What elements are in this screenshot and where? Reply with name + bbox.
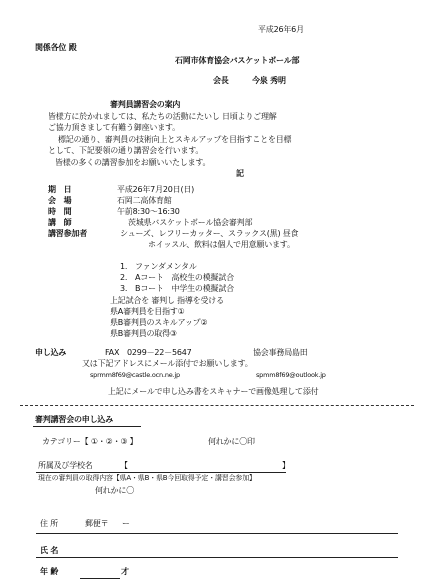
- form-license[interactable]: 現在の審判員の取得内容【県A・県B・県B今回取得予定・講習会参加】: [38, 474, 256, 482]
- program-item: 3. Bコート 中学生の模擬試合: [120, 284, 234, 293]
- organization-name: 石岡市体育協会バスケットボール部: [175, 56, 300, 65]
- document-date: 平成26年6月: [258, 25, 304, 34]
- intro-line: ご協力頂きまして有難う御座います。: [48, 123, 180, 132]
- detail-label-lecturer: 講 師: [48, 218, 72, 227]
- program-item: 1. ファンダメンタル: [120, 262, 197, 271]
- apply-fax: FAX 0299－22－5647: [105, 348, 192, 357]
- form-affiliation-line[interactable]: [36, 472, 286, 473]
- detail-label-participants: 講習参加者: [48, 229, 87, 238]
- detail-label-venue: 会 場: [48, 196, 72, 205]
- program-note: 県A審判員を目指す①: [110, 307, 185, 316]
- intro-line: 標記の通り、審判員の技術向上とスキルアップを目指すことを目標: [58, 135, 292, 144]
- intro-line: として、下記要領の通り講習会を行います。: [48, 146, 204, 155]
- form-postal-label: 郵便〒: [85, 519, 109, 528]
- form-age-line[interactable]: [80, 578, 120, 579]
- program-item: 2. Aコート 高校生の模擬試合: [120, 273, 234, 282]
- form-title: 審判講習会の申し込み: [35, 415, 113, 424]
- form-age-label: 年 齢: [40, 567, 59, 576]
- form-affiliation-close: 】: [282, 461, 290, 470]
- apply-email-2[interactable]: spmm8f69@outlook.jp: [256, 371, 326, 379]
- apply-email-note: 又は下記アドレスにメール添付でお願いします。: [82, 359, 253, 368]
- detail-value-time: 午前8:30～16:30: [117, 207, 180, 216]
- detail-value-venue: 石岡二高体育館: [117, 196, 172, 205]
- apply-email-1[interactable]: sprmm8f69@castle.ocn.ne.jp: [90, 371, 180, 379]
- apply-office: 協会事務局島田: [253, 348, 308, 357]
- cut-line: [20, 405, 414, 406]
- program-note: 県B審判員のスキルアップ②: [110, 318, 208, 327]
- detail-value-date: 平成26年7月20日(日): [117, 185, 195, 194]
- form-name-label: 氏 名: [40, 546, 59, 555]
- ki-heading: 記: [236, 169, 244, 178]
- form-category-hint: 何れかに〇印: [208, 437, 255, 446]
- detail-value-participants: シューズ、レフリーカッター、スラックス(黒) 昼食: [120, 229, 299, 238]
- intro-heading: 審判員講習会の案内: [110, 100, 181, 109]
- intro-line: 皆様方に於かれましては、私たちの活動にたいし 日頃よりご理解: [48, 112, 277, 121]
- form-name-line[interactable]: [36, 557, 398, 558]
- form-address-label: 住 所: [40, 519, 58, 528]
- program-note: 上記試合を 審判し 指導を受ける: [110, 296, 224, 305]
- form-age-unit: 才: [121, 567, 129, 576]
- program-note: 県B審判員の取得③: [110, 329, 177, 338]
- intro-line: 皆様の多くの講習参加をお願いいたします。: [55, 158, 211, 167]
- form-affiliation-open: 【: [120, 461, 128, 470]
- detail-extra: ホイッスル、飲料は個人で用意願います。: [148, 240, 295, 249]
- form-postal-dash: ー: [122, 519, 130, 528]
- sender-name: 今泉 秀明: [252, 76, 286, 85]
- detail-label-date: 期 日: [48, 185, 72, 194]
- form-title-underline: [33, 426, 141, 427]
- apply-scan-note: 上記にメールで申し込み書をスキャナーで画像処理して添付: [108, 387, 319, 396]
- detail-value-lecturer: 茨城県バスケットボール協会審判部: [128, 218, 253, 227]
- sender-role: 会長: [213, 76, 229, 85]
- apply-label: 申し込み: [35, 348, 67, 357]
- form-license-hint: 何れかに〇: [95, 486, 134, 495]
- detail-label-time: 時 間: [48, 207, 72, 216]
- form-affiliation-label: 所属及び学校名: [38, 461, 93, 470]
- form-category[interactable]: カテゴリー【 ①・②・③ 】: [42, 437, 138, 446]
- addressee: 関係各位 殿: [35, 43, 77, 52]
- form-address-line[interactable]: [36, 533, 398, 534]
